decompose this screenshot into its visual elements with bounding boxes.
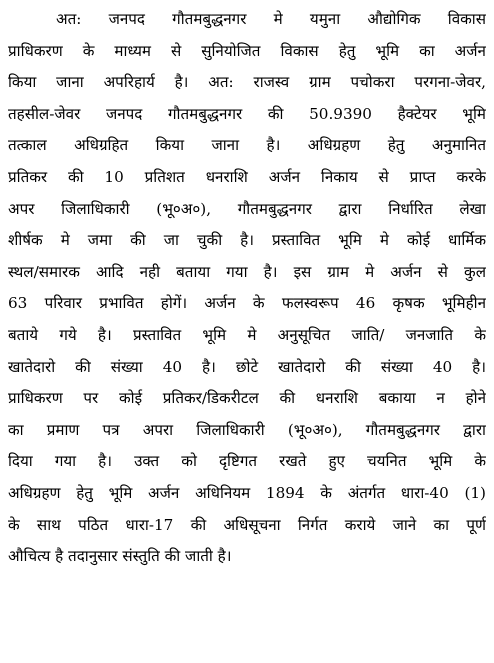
paragraph-line-17: के साथ पठित धारा-17 की अधिसूचना निर्गत कराये जाने का पूर्ण bbox=[8, 515, 486, 534]
paragraph-line-2: प्राधिकरण के माध्यम से सुनियोजित विकास हेतु भूमि का अर्जन bbox=[8, 41, 486, 60]
paragraph-line-13: प्राधिकरण पर कोई प्रतिकर/डिकरीटल की धनराशि बकाया न होने bbox=[8, 389, 486, 408]
paragraph-line-15: दिया गया है। उक्त को दृष्टिगत रखते हुए चयनित भूमि के bbox=[8, 452, 486, 471]
paragraph-line-18: औचित्य है तदानुसार संस्तुति की जाती है। bbox=[8, 547, 232, 566]
paragraph-line-14: का प्रमाण पत्र अपरा जिलाधिकारी (भू०अ०), गौतमबुद्धनगर द्वारा bbox=[8, 420, 486, 439]
paragraph-line-12: खातेदारो की संख्या 40 है। छोटे खातेदारो की संख्या 40 है। bbox=[8, 357, 486, 376]
paragraph-line-8: शीर्षक मे जमा की जा चुकी है। प्रस्तावित भूमि मे कोई धार्मिक bbox=[8, 231, 486, 250]
paragraph-line-9: स्थल/समारक आदि नही बताया गया है। इस ग्राम मे अर्जन से कुल bbox=[8, 262, 486, 281]
paragraph-line-11: बताये गये है। प्रस्तावित भूमि मे अनुसूचित जाति/ जनजाति के bbox=[8, 325, 486, 344]
paragraph-line-1: अत: जनपद गौतमबुद्धनगर मे यमुना औद्योगिक विकास bbox=[56, 10, 486, 28]
paragraph-line-5: तत्काल अधिग्रहित किया जाना है। अधिग्रहण हेतु अनुमानित bbox=[8, 136, 486, 155]
paragraph-line-4: तहसील-जेवर जनपद गौतमबुद्धनगर की 50.9390 हैक्टेयर भूमि bbox=[8, 104, 486, 123]
paragraph-line-3: किया जाना अपरिहार्य है। अत: राजस्व ग्राम पचोकरा परगना-जेवर, bbox=[8, 73, 486, 92]
paragraph-line-7: अपर जिलाधिकारी (भू०अ०), गौतमबुद्धनगर द्वारा निर्धारित लेखा bbox=[8, 199, 486, 218]
body-paragraph bbox=[8, 4, 486, 573]
paragraph-line-6: प्रतिकर की 10 प्रतिशत धनराशि अर्जन निकाय से प्राप्त करके bbox=[8, 167, 486, 186]
paragraph-line-10: 63 परिवार प्रभावित होगें। अर्जन के फलस्वरूप 46 कृषक भूमिहीन bbox=[8, 294, 486, 313]
paragraph-line-16: अधिग्रहण हेतु भूमि अर्जन अधिनियम 1894 के अंतर्गत धारा-40 (1) bbox=[8, 483, 486, 502]
